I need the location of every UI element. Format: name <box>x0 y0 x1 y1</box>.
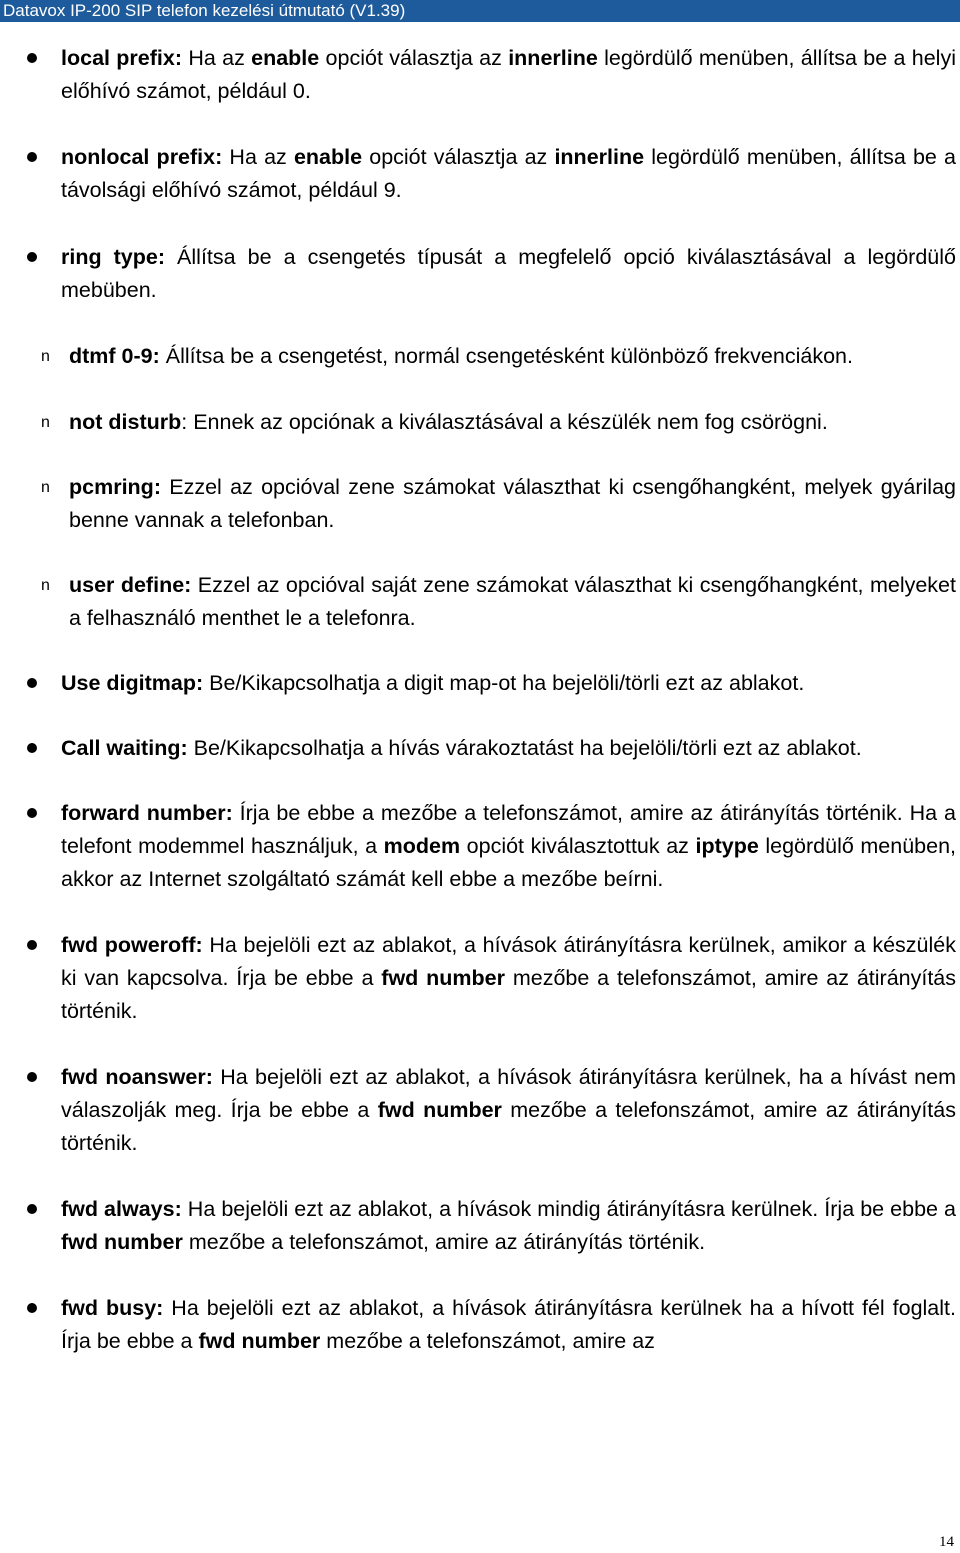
bullet-icon <box>27 678 37 688</box>
document-title: Datavox IP-200 SIP telefon kezelési útmutató (V1.39) <box>3 1 406 20</box>
term: fwd noanswer: <box>61 1065 213 1089</box>
list-item-fwd-noanswer <box>0 1061 960 1160</box>
text: mezőbe a telefonszámot, amire az átirányítás történik. <box>61 966 957 1023</box>
text: Állítsa be a csengetést, normál csengetésként különböző frekvenciákon. <box>159 344 853 368</box>
document-header <box>0 0 960 22</box>
text: legördülő menüben, állítsa be a távolsági előhívó számot, például 9. <box>61 145 956 202</box>
term: Use digitmap: <box>61 671 204 695</box>
term: dtmf 0-9: <box>69 344 160 368</box>
text: Ha bejelöli ezt az ablakot, a hívások átirányításra kerülnek, ha a hívást nem válaszolják meg. Írja be ebbe a <box>61 1065 956 1122</box>
sub-item-user-define <box>0 569 960 635</box>
sub-item-dtmf <box>0 340 960 373</box>
list-item-local-prefix <box>0 42 960 108</box>
text: opciót választja az <box>319 46 509 70</box>
term: fwd number <box>381 966 505 990</box>
term: fwd always: <box>61 1197 182 1221</box>
term: forward number: <box>61 801 233 825</box>
bullet-icon <box>27 1204 37 1214</box>
page-number: 14 <box>939 1534 954 1550</box>
bullet-icon <box>27 743 37 753</box>
document-body <box>0 42 960 1358</box>
term: not disturb <box>69 410 182 434</box>
text: Ha bejelöli ezt az ablakot, a hívások átirányításra kerülnek, amikor a készülék ki van kapcsolva. Írja be ebbe a <box>61 933 956 990</box>
sub-bullet-icon: n <box>41 348 50 365</box>
text: legördülő menüben, állítsa be a helyi előhívó számot, például 0. <box>61 46 956 103</box>
list-item-call-waiting <box>0 732 960 765</box>
sub-item-pcmring <box>0 471 960 537</box>
term: fwd number <box>198 1329 321 1353</box>
bullet-icon <box>27 252 37 262</box>
bullet-icon <box>27 53 37 63</box>
list-item-fwd-poweroff <box>0 929 960 1028</box>
bullet-icon <box>27 1072 37 1082</box>
term: enable <box>293 145 363 169</box>
text: legördülő menüben, akkor az Internet szolgáltató számát kell ebbe a mezőbe beírni. <box>61 834 956 891</box>
list-item-use-digitmap <box>0 667 960 700</box>
list-item-fwd-busy <box>0 1292 960 1358</box>
text: Írja be ebbe a mezőbe a telefonszámot, amire az átirányítás történik. Ha a telefont modemmel használjuk, a <box>61 801 956 858</box>
list-item-forward-number <box>0 797 960 896</box>
bullet-icon <box>27 808 37 818</box>
text: mezőbe a telefonszámot, amire az átirányítás történik. <box>182 1230 706 1254</box>
term: innerline <box>508 46 598 70</box>
text: Be/Kikapcsolhatja a digit map-ot ha bejelöli/törli ezt az ablakot. <box>203 671 805 695</box>
text: Ha az <box>222 145 294 169</box>
text: Ezzel az opcióval saját zene számokat választhat ki csengőhangként, melyeket a felhasználó menthet le a telefonra. <box>69 573 956 630</box>
term: modem <box>383 834 461 858</box>
text: Állítsa be a csengetés típusát a megfelelő opció kiválasztásával a legördülő mebüben. <box>61 245 956 302</box>
list-item-nonlocal-prefix <box>0 141 960 207</box>
text: mezőbe a telefonszámot, amire az átirányítás történik. <box>61 1098 956 1155</box>
text: Ha bejelöli ezt az ablakot, a hívások átirányításra kerülnek ha a hívott fél foglalt. Írja be ebbe a <box>61 1296 956 1353</box>
sub-item-not-disturb <box>0 406 960 439</box>
term: innerline <box>554 145 645 169</box>
term: fwd number <box>377 1098 502 1122</box>
term: iptype <box>695 834 759 858</box>
term: pcmring: <box>69 475 161 499</box>
text: Be/Kikapcsolhatja a hívás várakoztatást ha bejelöli/törli ezt az ablakot. <box>187 736 862 760</box>
term: fwd poweroff: <box>61 933 203 957</box>
bullet-icon <box>27 1303 37 1313</box>
term: enable <box>251 46 320 70</box>
bullet-icon <box>27 152 37 162</box>
term: fwd busy: <box>61 1296 164 1320</box>
term: ring type: <box>61 245 166 269</box>
text: opciót kiválasztottuk az <box>460 834 696 858</box>
term: Call waiting: <box>61 736 188 760</box>
text: Ha az <box>182 46 252 70</box>
bullet-icon <box>27 940 37 950</box>
sub-bullet-icon: n <box>41 414 50 431</box>
text: opciót választja az <box>362 145 555 169</box>
sub-bullet-icon: n <box>41 577 50 594</box>
text: Ha bejelöli ezt az ablakot, a hívások mindig átirányításra kerülnek. Írja be ebbe a <box>181 1197 956 1221</box>
term: nonlocal prefix: <box>61 145 223 169</box>
term: fwd number <box>61 1230 183 1254</box>
text: mezőbe a telefonszámot, amire az <box>320 1329 655 1353</box>
text: Ezzel az opcióval zene számokat választhat ki csengőhangként, melyek gyárilag benne vannak a telefonban. <box>69 475 956 532</box>
term: local prefix: <box>61 46 183 70</box>
list-item-ring-type <box>0 241 960 307</box>
term: user define: <box>69 573 192 597</box>
sub-bullet-icon: n <box>41 479 50 496</box>
text: : Ennek az opciónak a kiválasztásával a készülék nem fog csörögni. <box>181 410 828 434</box>
list-item-fwd-always <box>0 1193 960 1259</box>
